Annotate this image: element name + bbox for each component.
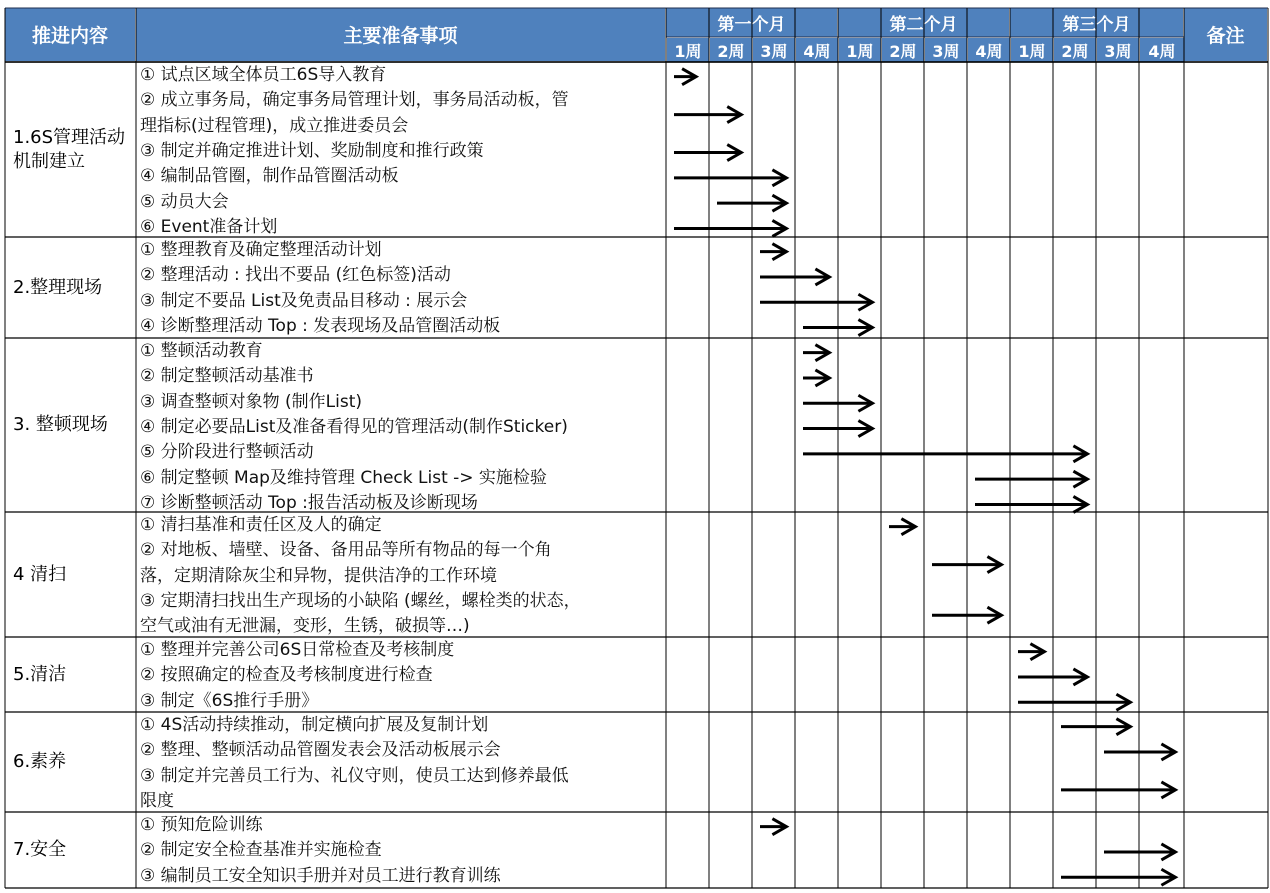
task-text: ① 预知危险训练 <box>140 815 263 835</box>
task-text: 落，定期清除灰尘和异物，提供洁净的工作环境 <box>140 565 497 586</box>
header-month-2: 第二个月 <box>838 8 1009 37</box>
task-arrow <box>674 69 696 85</box>
header-week-6: 2周 <box>882 38 924 62</box>
task-arrow <box>975 496 1087 512</box>
section-title: 3. 整顿现场 <box>13 414 108 435</box>
header-month-3: 第三个月 <box>1010 8 1183 37</box>
section-title: 5.清洁 <box>13 663 67 685</box>
task-text: ③ 制定并完善员工行为、礼仪守则，使员工达到修养最低 <box>140 765 569 786</box>
task-arrow <box>760 244 786 260</box>
task-arrow <box>674 107 741 123</box>
task-text: ⑤ 动员大会 <box>140 191 229 212</box>
section-title: 1.6S管理活动机制建立 <box>13 126 126 172</box>
section-title: 7.安全 <box>13 839 67 860</box>
task-text: 限度 <box>140 790 174 811</box>
task-arrow <box>975 471 1087 487</box>
task-text: ① 试点区域全体员工6S导入教育 <box>140 65 387 85</box>
task-text: ② 整理、整顿活动品管圈发表会及活动板展示会 <box>140 740 501 761</box>
header-week-7: 3周 <box>925 38 967 62</box>
task-arrow <box>1104 844 1175 860</box>
task-arrow <box>1018 694 1130 710</box>
task-text: ③ 制定并确定推进计划、奖励制度和推行政策 <box>140 140 484 161</box>
task-text: ④ 编制品管圈，制作品管圈活动板 <box>140 166 399 187</box>
task-text: ③ 制定不要品 List及免责品目移动 : 展示会 <box>140 290 468 311</box>
task-text: ② 成立事务局，确定事务局管理计划，事务局活动板，管 <box>140 90 569 111</box>
task-text: ⑦ 诊断整顿活动 Top :报告活动板及诊断现场 <box>140 492 478 513</box>
task-arrow <box>760 294 872 310</box>
task-arrow <box>803 345 829 361</box>
task-arrow <box>1018 644 1044 660</box>
task-arrow <box>1104 744 1175 760</box>
task-text: ③ 编制员工安全知识手册并对员工进行教育训练 <box>140 865 501 886</box>
task-text: ⑥ 制定整顿 Map及维持管理 Check List -> 实施检验 <box>140 467 547 488</box>
header-week-2: 2周 <box>710 38 752 62</box>
header-week-10: 2周 <box>1054 38 1096 62</box>
task-arrow <box>889 519 915 535</box>
task-text: ③ 制定《6S推行手册》 <box>140 690 319 711</box>
task-text: ② 整理活动 : 找出不要品 (红色标签)活动 <box>140 265 451 286</box>
task-text: 空气或油有无泄漏，变形，生锈，破损等…) <box>140 616 470 637</box>
task-arrow <box>803 370 829 386</box>
task-text: ① 整顿活动教育 <box>140 341 263 361</box>
task-text: ② 制定整顿活动基准书 <box>140 366 314 387</box>
header-week-11: 3周 <box>1097 38 1139 62</box>
task-text: ① 4S活动持续推动，制定横向扩展及复制计划 <box>140 715 489 735</box>
header-week-3: 3周 <box>753 38 795 62</box>
section-title: 2.整理现场 <box>13 276 103 298</box>
task-text: ④ 诊断整理活动 Top : 发表现场及品管圈活动板 <box>140 315 501 336</box>
task-text: ② 按照确定的检查及考核制度进行检查 <box>140 665 433 686</box>
header-content: 推进内容 <box>5 8 135 61</box>
task-arrow <box>760 819 786 835</box>
task-arrow <box>1061 869 1175 885</box>
header-remarks: 备注 <box>1184 8 1267 61</box>
task-text: ② 对地板、墙壁、设备、备用品等所有物品的每一个角 <box>140 540 552 561</box>
task-text: ③ 调查整顿对象物 (制作List) <box>140 391 363 412</box>
header-month-1: 第一个月 <box>666 8 837 37</box>
section-title: 4 清扫 <box>13 563 67 585</box>
header-week-12: 4周 <box>1140 38 1184 62</box>
task-text: 理指标(过程管理)，成立推进委员会 <box>140 115 409 136</box>
task-text: ③ 定期清扫找出生产现场的小缺陷 (螺丝，螺栓类的状态， <box>140 590 581 611</box>
header-items: 主要准备事项 <box>136 8 665 61</box>
task-arrow <box>674 145 741 161</box>
header-week-4: 4周 <box>796 38 838 62</box>
task-arrow <box>674 170 786 186</box>
task-arrow <box>1061 782 1175 798</box>
section-title: 6.素养 <box>13 751 67 772</box>
task-arrow <box>803 446 1087 462</box>
task-text: ① 清扫基准和责任区及人的确定 <box>140 515 382 535</box>
task-text: ① 整理教育及确定整理活动计划 <box>140 240 382 260</box>
header-week-8: 4周 <box>968 38 1010 62</box>
task-arrow <box>674 220 786 236</box>
header-week-5: 1周 <box>839 38 881 62</box>
task-text: ④ 制定必要品List及准备看得见的管理活动(制作Sticker) <box>140 416 568 437</box>
header-week-1: 1周 <box>667 38 709 62</box>
task-text: ② 制定安全检查基准并实施检查 <box>140 840 382 861</box>
header-week-9: 1周 <box>1011 38 1053 62</box>
task-text: ⑤ 分阶段进行整顿活动 <box>140 442 314 463</box>
task-text: ① 整理并完善公司6S日常检查及考核制度 <box>140 640 455 660</box>
task-text: ⑥ Event准备计划 <box>140 216 278 237</box>
